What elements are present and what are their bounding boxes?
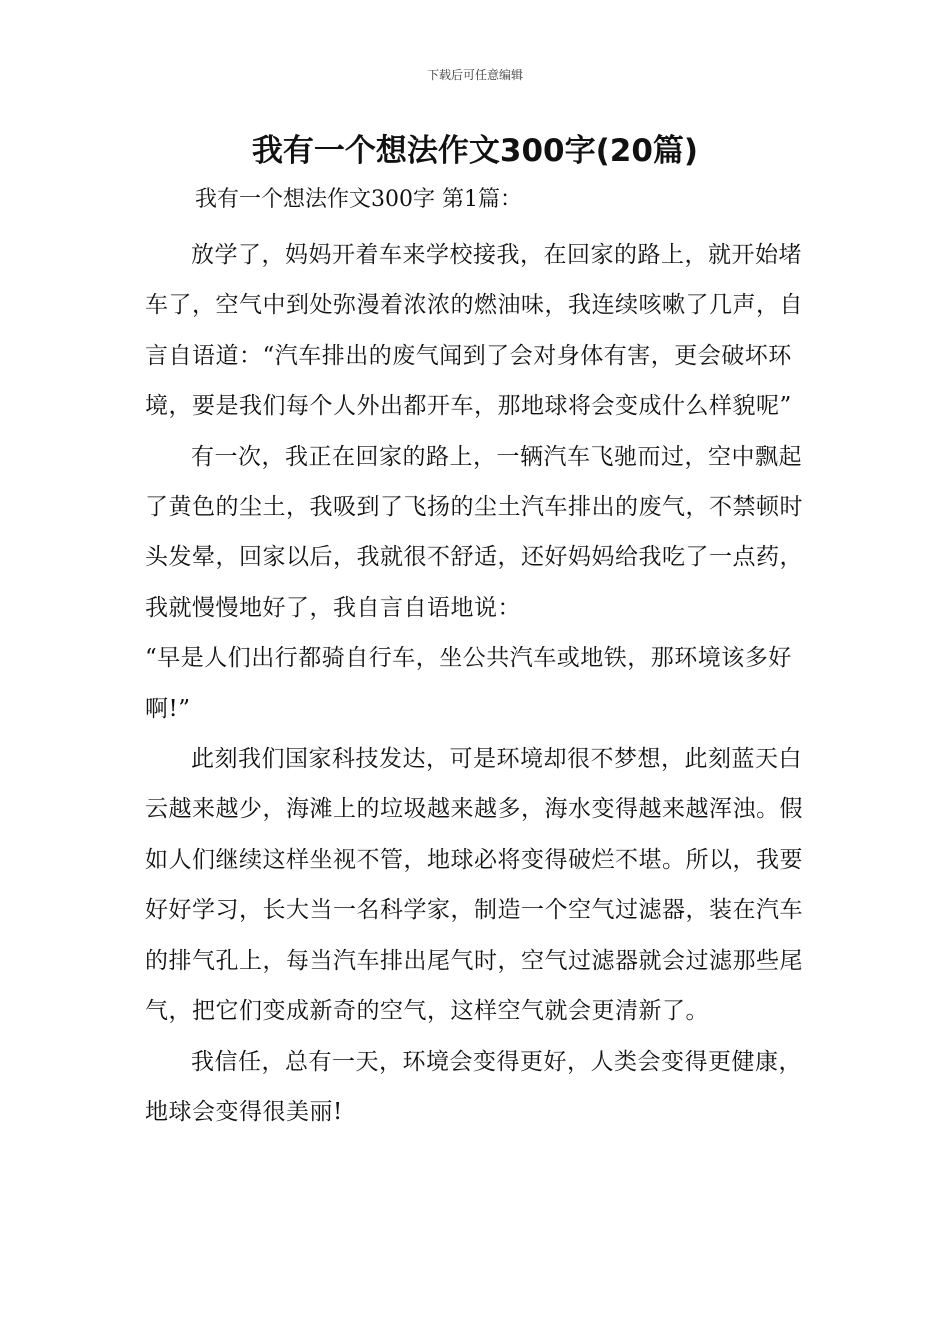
paragraph: 放学了，妈妈开着车来学校接我，在回家的路上，就开始堵车了，空气中到处弥漫着浓浓的燃油味，我连续咳嗽了几声，自言自语道：“汽车排出的废气闻到了会对身体有害，更会破坏环境，要是我们每个人外出都开车，那地球将会变成什么样貌呢” <box>145 242 803 420</box>
article-heading: 我有一个想法作文300字 第1篇： <box>195 187 522 212</box>
paragraph: 此刻我们国家科技发达，可是环境却很不梦想，此刻蓝天白云越来越少，海滩上的垃圾越来越多，海水变得越来越浑浊。假如人们继续这样坐视不管，地球必将变得破烂不堪。所以，我要好好学习，长大当一名科学家，制造一个空气过滤器，装在汽车的排气孔上，每当汽车排出尾气时，空气过滤器就会过滤那些尾气，把它们变成新奇的空气，这样空气就会更清新了。 <box>145 746 803 1025</box>
paragraph: 有一次，我正在回家的路上，一辆汽车飞驰而过，空中飘起了黄色的尘土，我吸到了飞扬的尘土汽车排出的废气，不禁顿时头发晕，回家以后，我就很不舒适，还好妈妈给我吃了一点药，我就慢慢地好了，我自言自语地说： <box>145 443 803 621</box>
paragraph-quote: “早是人们出行都骑自行车，坐公共汽车或地铁，那环境该多好啊!” <box>145 645 792 722</box>
header-note: 下载后可任意编辑 <box>426 68 523 82</box>
article-body <box>145 230 807 1137</box>
document-title: 我有一个想法作文300字(20篇) <box>251 133 699 169</box>
paragraph: 我信任，总有一天，环境会变得更好，人类会变得更健康，地球会变得很美丽! <box>145 1048 802 1125</box>
